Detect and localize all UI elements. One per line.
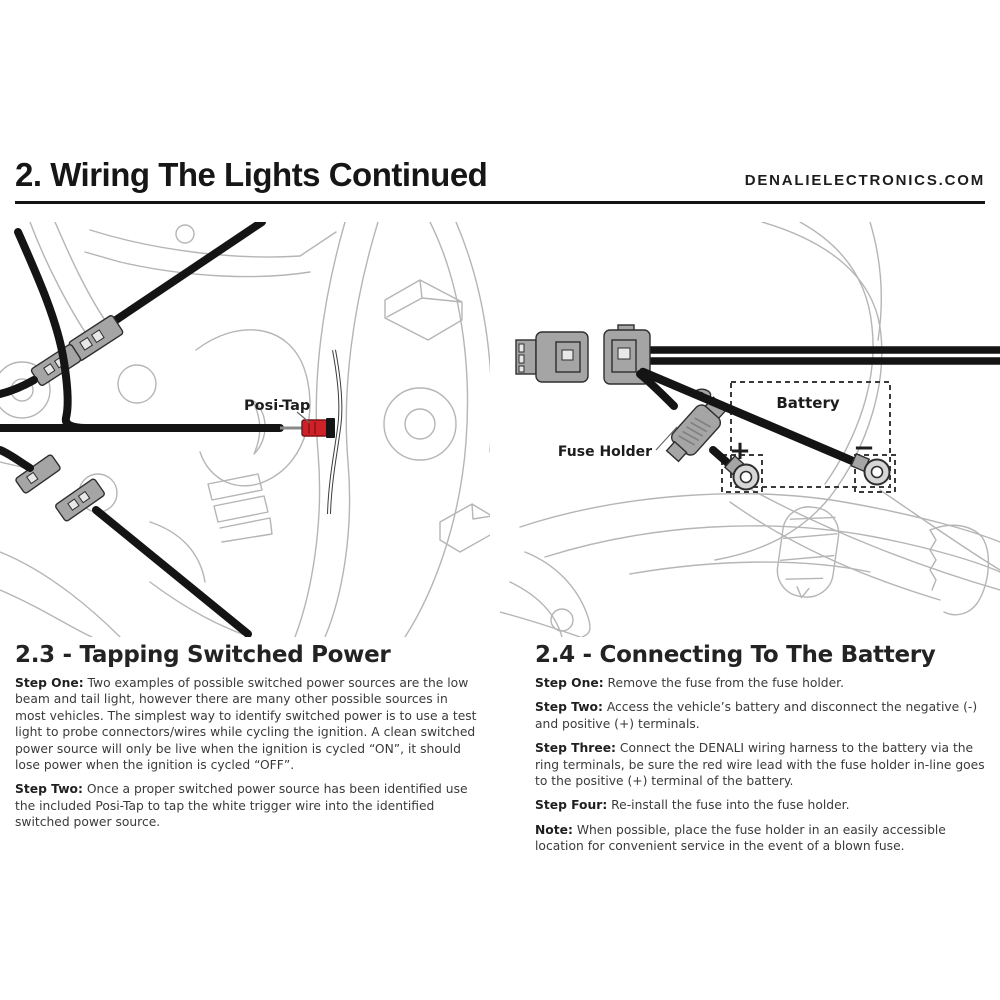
note-text: When possible, place the fuse holder in an easily accessible location for convenient service in the event of a blown fuse. xyxy=(535,822,946,854)
battery-label: Battery xyxy=(776,394,840,412)
step-label: Step Two: xyxy=(15,782,83,797)
brand-url: DENALIELECTRONICS.COM xyxy=(744,172,985,189)
step-paragraph xyxy=(15,781,478,830)
harness-connector-male xyxy=(516,332,588,382)
wiring-harness-left xyxy=(0,222,340,634)
motorcycle-rear-line-art xyxy=(500,222,1000,637)
wiring-harness-right xyxy=(516,325,1000,490)
page-title: 2. Wiring The Lights Continued xyxy=(15,156,488,193)
posi-tap-label: Posi-Tap xyxy=(244,398,311,414)
harness-wire xyxy=(110,222,262,324)
positive-symbol: + xyxy=(729,436,751,466)
section-2-4-heading: 2.4 - Connecting To The Battery xyxy=(535,642,936,668)
section-2-4 xyxy=(535,642,987,863)
step-paragraph xyxy=(535,740,987,789)
step-text: Access the vehicle’s battery and disconnect the negative (-) and positive (+) terminals. xyxy=(535,700,978,731)
step-label: Step Two: xyxy=(535,700,603,715)
step-paragraph xyxy=(535,797,987,813)
fuse-holder-label: Fuse Holder xyxy=(557,444,652,460)
step-text: Re-install the fuse into the fuse holder. xyxy=(611,798,850,813)
figure-tapping-switched-power xyxy=(0,222,490,637)
negative-symbol: − xyxy=(853,433,875,463)
note-paragraph xyxy=(535,822,987,855)
step-paragraph xyxy=(15,675,478,773)
step-paragraph xyxy=(535,675,987,691)
header-rule xyxy=(15,201,985,204)
step-paragraph xyxy=(535,699,987,732)
step-label: Step Three: xyxy=(535,741,616,756)
step-text: Two examples of possible switched power sources are the low beam and tail light, however there are many other possible sources in most vehicles. The simplest way to identify switched power is to use a test light to probe connectors/wires while cycling the ignition. A clean switched power source will only be live when the ignition is cycled “ON”, it should lose power when the ignition is cycled “OFF”. xyxy=(15,676,477,773)
note-label: Note: xyxy=(535,822,573,837)
section-2-3-heading: 2.3 - Tapping Switched Power xyxy=(15,642,391,668)
figure-connecting-to-battery xyxy=(500,222,1000,637)
spade-connector-mate-upper xyxy=(30,344,81,387)
step-label: Step Four: xyxy=(535,798,608,813)
step-label: Step One: xyxy=(535,676,604,690)
step-label: Step One: xyxy=(15,676,84,690)
step-text: Remove the fuse from the fuse holder. xyxy=(607,676,845,690)
step-text: Connect the DENALI wiring harness to the battery via the ring terminals, be sure the red wire lead with the fuse holder in-line goes to the positive (+) terminal of the battery. xyxy=(535,741,985,789)
step-text: Once a proper switched power source has been identified use the included Posi-Tap to tap the white trigger wire into the identified switched power source. xyxy=(15,782,468,830)
section-2-3 xyxy=(15,642,478,839)
